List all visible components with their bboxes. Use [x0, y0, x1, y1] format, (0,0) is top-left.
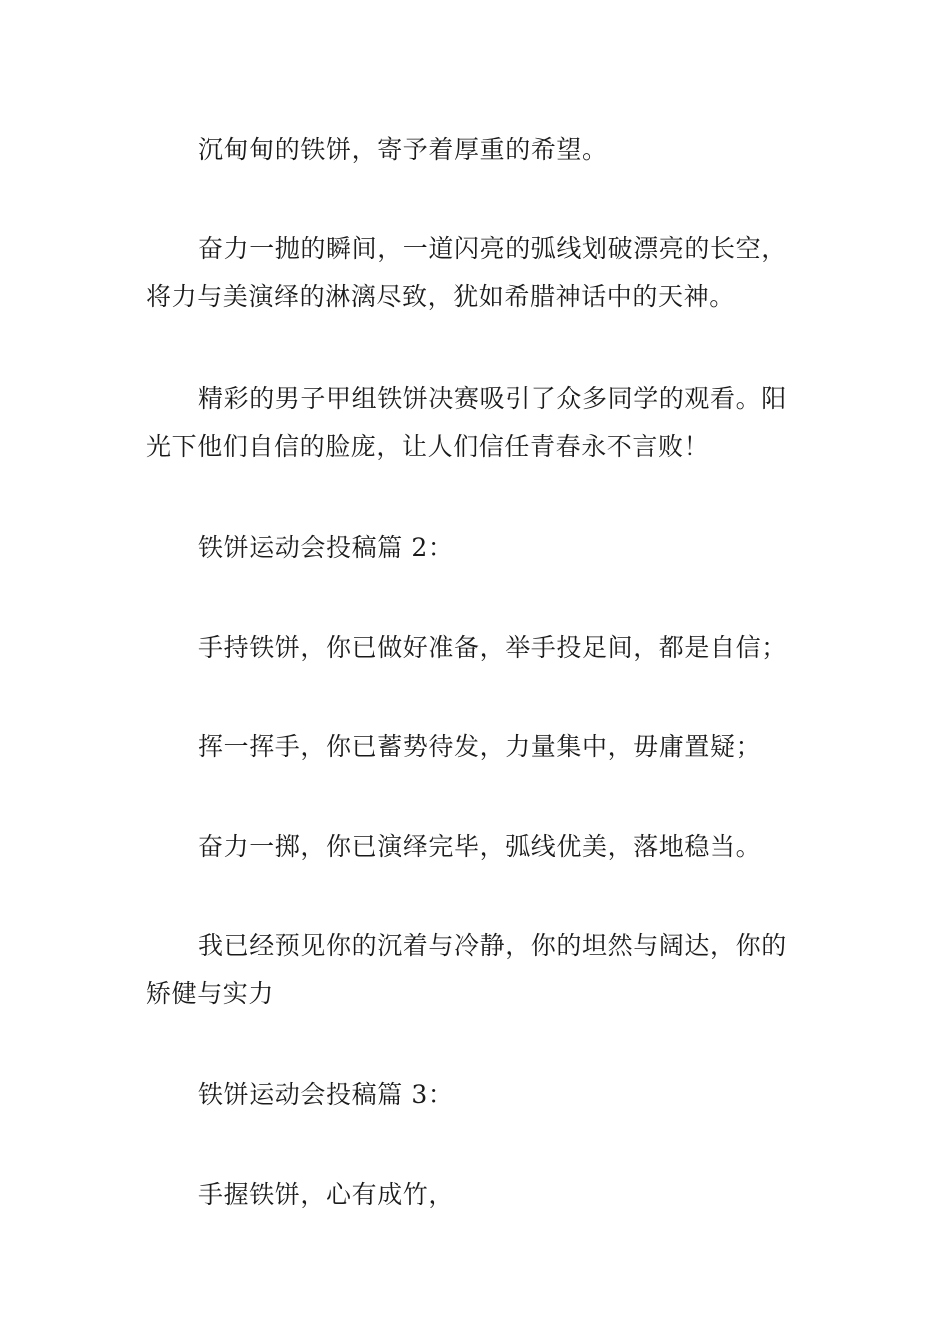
paragraph-3: [146, 375, 811, 471]
paragraph-line: 矫健与实力: [146, 979, 275, 1008]
paragraph-line: 精彩的男子甲组铁饼决赛吸引了众多同学的观看。阳: [198, 384, 787, 413]
paragraph-line: 沉甸甸的铁饼，寄予着厚重的希望。: [198, 135, 608, 164]
section-heading-3: [146, 1071, 811, 1119]
section-heading-2: [146, 524, 811, 572]
paragraph-line: 将力与美演绎的淋漓尽致，犹如希腊神话中的天神。: [146, 282, 735, 311]
heading-line: 铁饼运动会投稿篇 2：: [198, 533, 454, 562]
paragraph-line: 光下他们自信的脸庞，让人们信任青春永不言败！: [146, 432, 710, 461]
paragraph-1: [146, 126, 811, 174]
paragraph-10: [146, 1171, 811, 1219]
paragraph-line: 手握铁饼，心有成竹，: [198, 1180, 455, 1209]
paragraph-6: [146, 723, 811, 771]
paragraph-line: 奋力一抛的瞬间，一道闪亮的弧线划破漂亮的长空，: [198, 234, 787, 263]
paragraph-line: 奋力一掷，你已演绎完毕，弧线优美，落地稳当。: [198, 832, 762, 861]
paragraph-2: [146, 225, 811, 321]
paragraph-7: [146, 823, 811, 871]
paragraph-line: 手持铁饼，你已做好准备，举手投足间，都是自信；: [198, 633, 787, 662]
paragraph-5: [146, 624, 811, 672]
paragraph-line: 我已经预见你的沉着与冷静，你的坦然与阔达，你的: [198, 931, 787, 960]
paragraph-8: [146, 922, 811, 1018]
heading-line: 铁饼运动会投稿篇 3：: [198, 1080, 454, 1109]
paragraph-line: 挥一挥手，你已蓄势待发，力量集中，毋庸置疑；: [198, 732, 762, 761]
